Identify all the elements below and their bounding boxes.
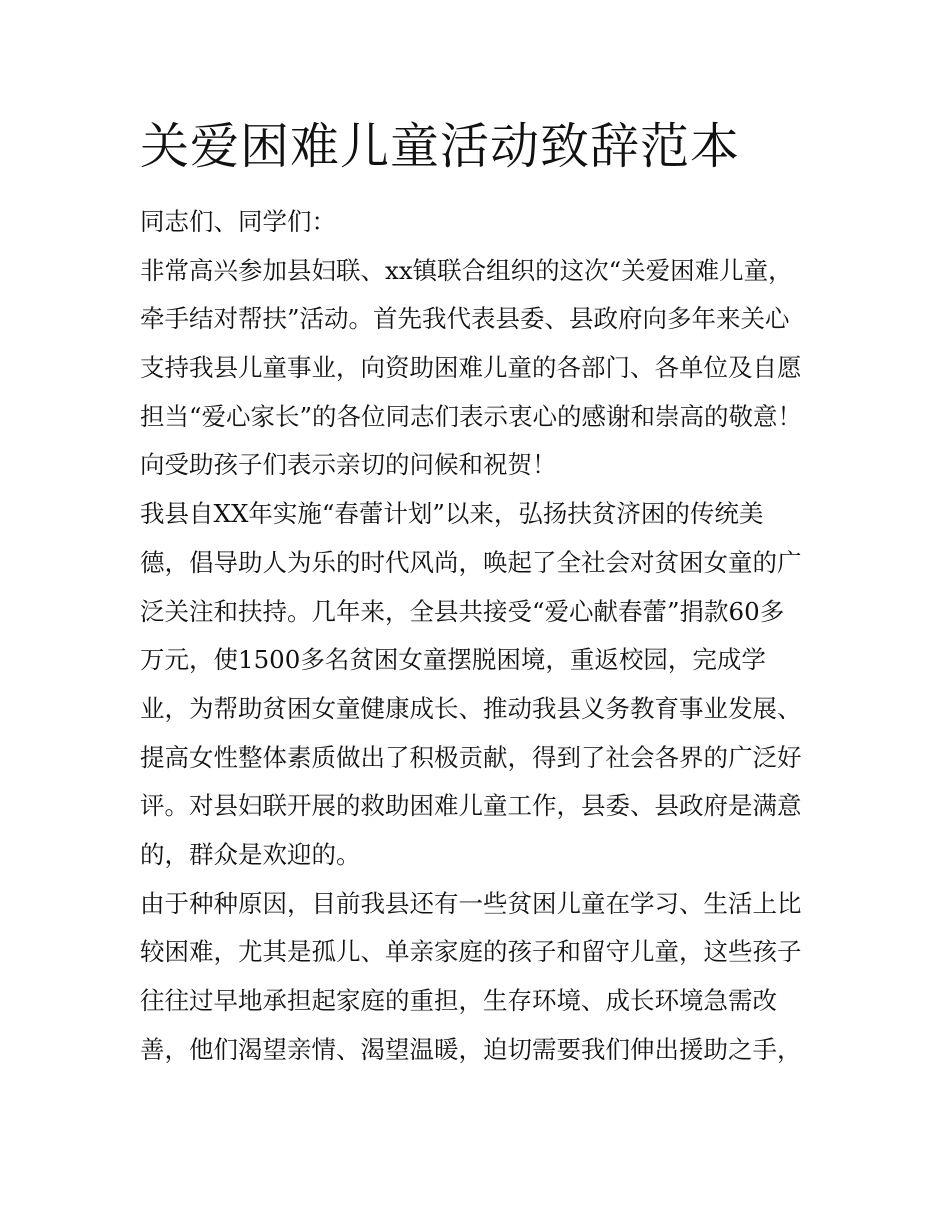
text-line: 善，他们渴望亲情、渴望温暖，迫切需要我们伸出援助之手， [140,1034,802,1064]
text-line: 较困难，尤其是孤儿、单亲家庭的孩子和留守儿童，这些孩子 [140,937,802,967]
text-line-salutation: 同志们、同学们： [140,207,336,236]
text-line: 泛关注和扶持。几年来，全县共接受“爱心献春蕾”捐款60多 [140,596,785,626]
text-line: 非常高兴参加县妇联、xx镇联合组织的这次“关爱困难儿童， [140,255,793,285]
text-line: 业，为帮助贫困女童健康成长、推动我县义务教育事业发展、 [140,693,802,723]
text-line: 往往过早地承担起家庭的重担，生存环境、成长环境急需改 [140,986,777,1015]
text-line: 向受助孩子们表示亲切的问候和祝贺！ [140,450,557,480]
text-line: 牵手结对帮扶”活动。首先我代表县委、县政府向多年来关心 [140,304,790,334]
document-body [140,198,820,1074]
document-title: 关爱困难儿童活动致辞范本 [140,118,741,175]
text-line: 德，倡导助人为乐的时代风尚，唤起了全社会对贫困女童的广 [140,547,802,577]
text-line: 担当“爱心家长”的各位同志们表示衷心的感谢和崇高的敬意！ [140,401,803,431]
text-line: 万元，使1500多名贫困女童摆脱困境，重返校园，完成学 [140,645,766,675]
text-line: 的，群众是欢迎的。 [140,839,361,869]
text-line: 评。对县妇联开展的救助困难儿童工作，县委、县政府是满意 [140,791,802,821]
text-line: 支持我县儿童事业，向资助困难儿童的各部门、各单位及自愿 [140,353,802,383]
text-line: 由于种种原因，目前我县还有一些贫困儿童在学习、生活上比 [140,888,802,918]
text-line: 我县自XX年实施“春蕾计划”以来，弘扬扶贫济困的传统美 [140,499,764,529]
text-line: 提高女性整体素质做出了积极贡献，得到了社会各界的广泛好 [140,742,802,772]
